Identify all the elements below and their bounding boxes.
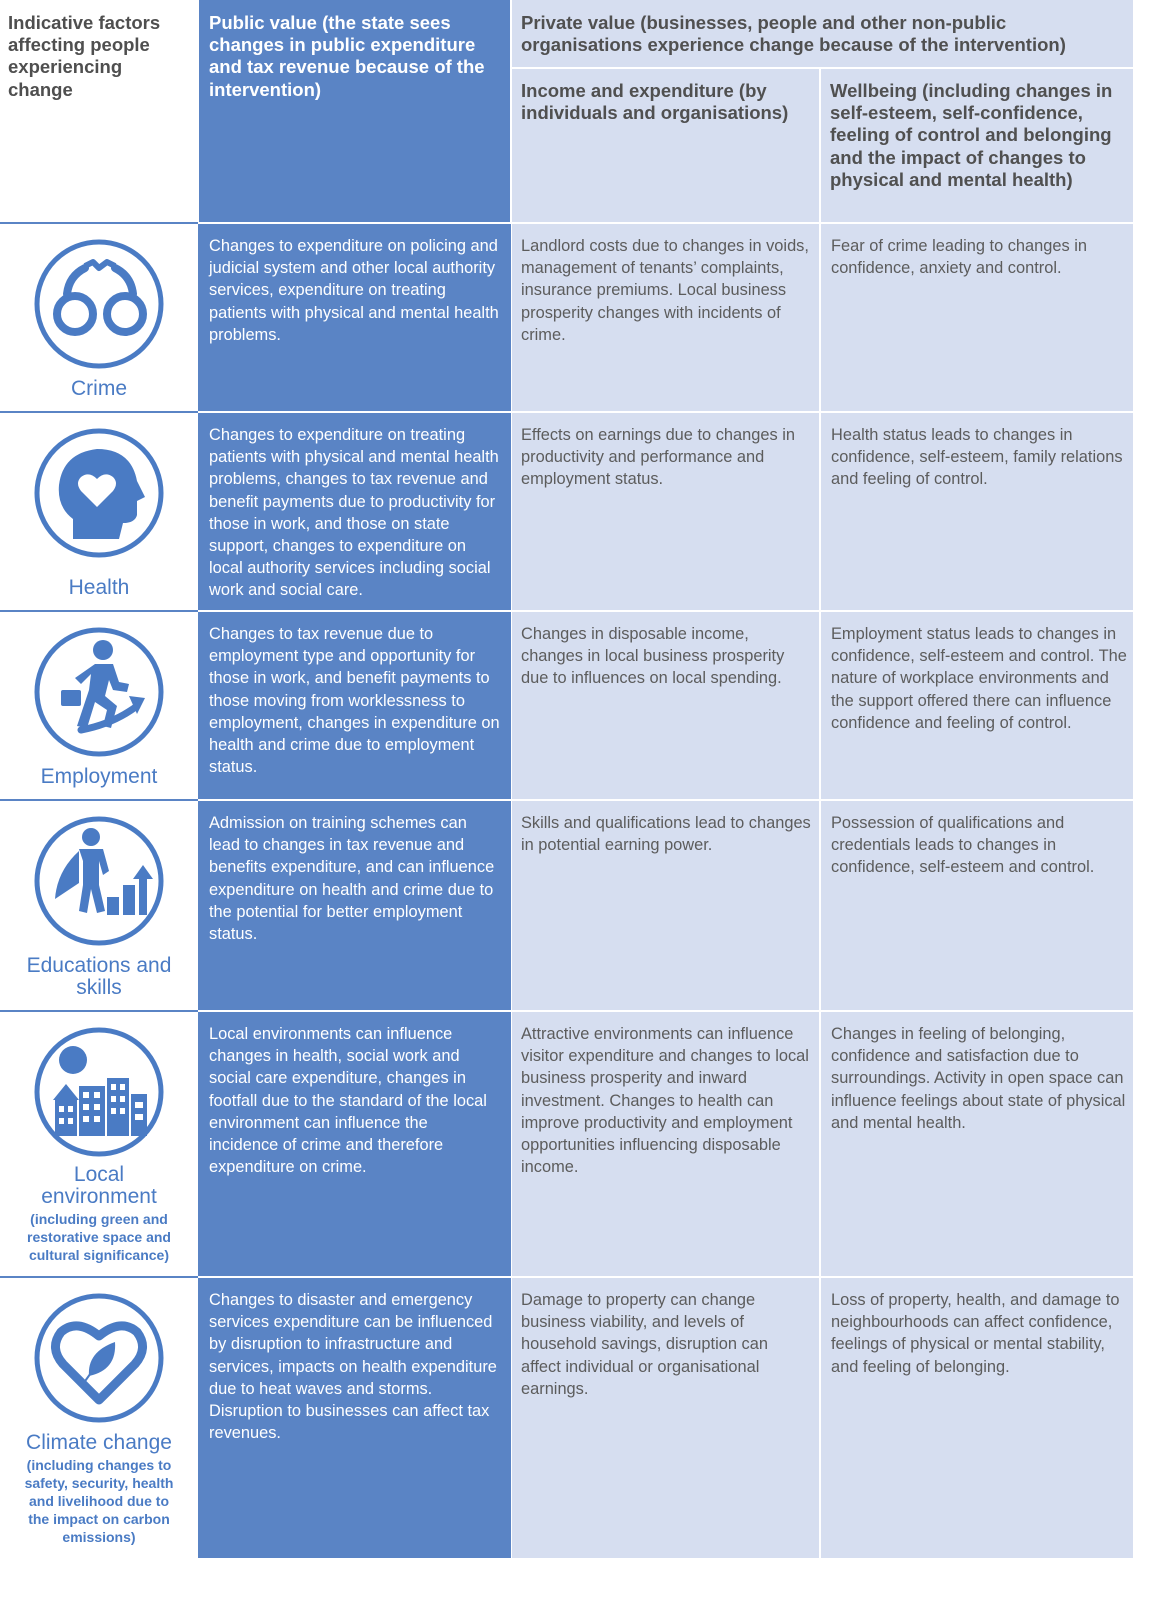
wellbeing-cell: Changes in feeling of belonging, confidence and satisfaction due to surroundings. Activity in open space can influence feelings about state of physical and mental health. — [831, 1025, 1126, 1132]
wellbeing-cell: Possession of qualifications and credentials leads to changes in confidence, self-esteem and control. — [831, 814, 1095, 877]
wellbeing-cell: Health status leads to changes in confidence, self-esteem, family relations and feeling of control. — [831, 426, 1123, 489]
public-value-cell: Changes to disaster and emergency services expenditure can be influenced by disruption to infrastructure and services, impacts on health expenditure due to heat waves and storms. Disruption to businesses can affect tax revenues. — [198, 1278, 511, 1558]
public-value-cell: Changes to expenditure on policing and judicial system and other local authority services, expenditure on treating patients with physical and mental health problems. — [198, 224, 511, 411]
superhero-growth-icon — [33, 815, 165, 947]
factor-education-skills — [0, 815, 198, 1007]
factor-label: Educations and skills — [26, 954, 172, 999]
public-value-cell: Admission on training schemes can lead to changes in tax revenue and benefits expenditure, and can influence expenditure on health and crime due to the potential for better employment status. — [198, 801, 511, 1010]
factor-label: Health — [68, 576, 130, 599]
income-expenditure-cell: Effects on earnings due to changes in productivity and performance and employment status. — [521, 426, 795, 489]
factor-local-environment — [0, 1026, 198, 1274]
factor-divider — [0, 1276, 198, 1278]
factor-divider — [0, 411, 198, 413]
factor-crime — [0, 238, 198, 408]
income-expenditure-cell: Damage to property can change business viability, and levels of household savings, disruption can affect individual or organisational earnings. — [521, 1291, 768, 1398]
factor-label: Crime — [71, 377, 127, 400]
factor-label: Local environment — [41, 1163, 157, 1208]
public-value-cell: Changes to tax revenue due to employment type and opportunity for those in work, and benefit payments to those moving from worklessness to employment, changes in expenditure on health and crime due to employment status. — [198, 612, 511, 799]
factor-sublabel: (including green and restorative space and cultural significance) — [27, 1211, 171, 1263]
handcuffs-icon — [33, 238, 165, 370]
header-wellbeing: Wellbeing (including changes in self-esteem, self-confidence, feeling of control and belonging and the impact of changes to physical and mental health) — [830, 80, 1113, 190]
income-expenditure-cell: Changes in disposable income, changes in local business prosperity due to influences on local spending. — [521, 625, 785, 688]
factor-label: Climate change — [26, 1431, 172, 1454]
town-buildings-icon — [33, 1026, 165, 1158]
head-heart-icon — [33, 427, 165, 559]
header-private-value: Private value (businesses, people and other non-public organisations experience change because of the intervention) — [521, 12, 1066, 56]
income-expenditure-cell: Landlord costs due to changes in voids, management of tenants’ complaints, insurance premiums. Local business prosperity changes with incidents of crime. — [521, 237, 809, 344]
wellbeing-cell: Fear of crime leading to changes in confidence, anxiety and control. — [831, 237, 1088, 278]
factor-label: Employment — [40, 765, 158, 788]
factor-climate-change — [0, 1292, 198, 1554]
public-value-cell: Local environments can influence changes in health, social work and social care expenditure, changes in footfall due to the standard of the local environment can influence the incidence of crime and therefore expenditure on crime. — [198, 1012, 511, 1276]
header-income-expenditure: Income and expenditure (by individuals and organisations) — [521, 80, 789, 124]
factor-divider — [0, 610, 198, 612]
income-expenditure-cell: Attractive environments can influence visitor expenditure and changes to local business prosperity and inward investment. Changes to health can improve productivity and employment opportunities influencing disposable income. — [521, 1025, 809, 1177]
header-public-value: Public value (the state sees changes in public expenditure and tax revenue because of the intervention) — [209, 12, 485, 100]
factor-divider — [0, 1010, 198, 1012]
factor-divider — [0, 799, 198, 801]
wellbeing-cell: Loss of property, health, and damage to neighbourhoods can affect confidence, feelings of physical or mental stability, and feeling of belonging. — [831, 1291, 1120, 1376]
factor-divider — [0, 222, 198, 224]
public-value-cell: Changes to expenditure on treating patients with physical and mental health problems, changes to tax revenue and benefit payments due to productivity for those in work, and those on state support, changes to expenditure on local authority services including social work and social care. — [198, 413, 511, 610]
climbing-worker-icon — [33, 626, 165, 758]
income-expenditure-cell: Skills and qualifications lead to changes in potential earning power. — [521, 814, 811, 855]
factor-sublabel: (including changes to safety, security, health and livelihood due to the impact on carbon emissions) — [24, 1457, 174, 1545]
factor-health — [0, 427, 198, 607]
heart-leaf-icon — [33, 1292, 165, 1424]
wellbeing-cell: Employment status leads to changes in confidence, self-esteem and control. The nature of workplace environments and the support offered there can influence confidence and feeling of control. — [831, 625, 1127, 732]
header-factors: Indicative factors affecting people experiencing change — [8, 12, 161, 100]
grid-line — [511, 67, 1133, 69]
factor-employment — [0, 626, 198, 796]
